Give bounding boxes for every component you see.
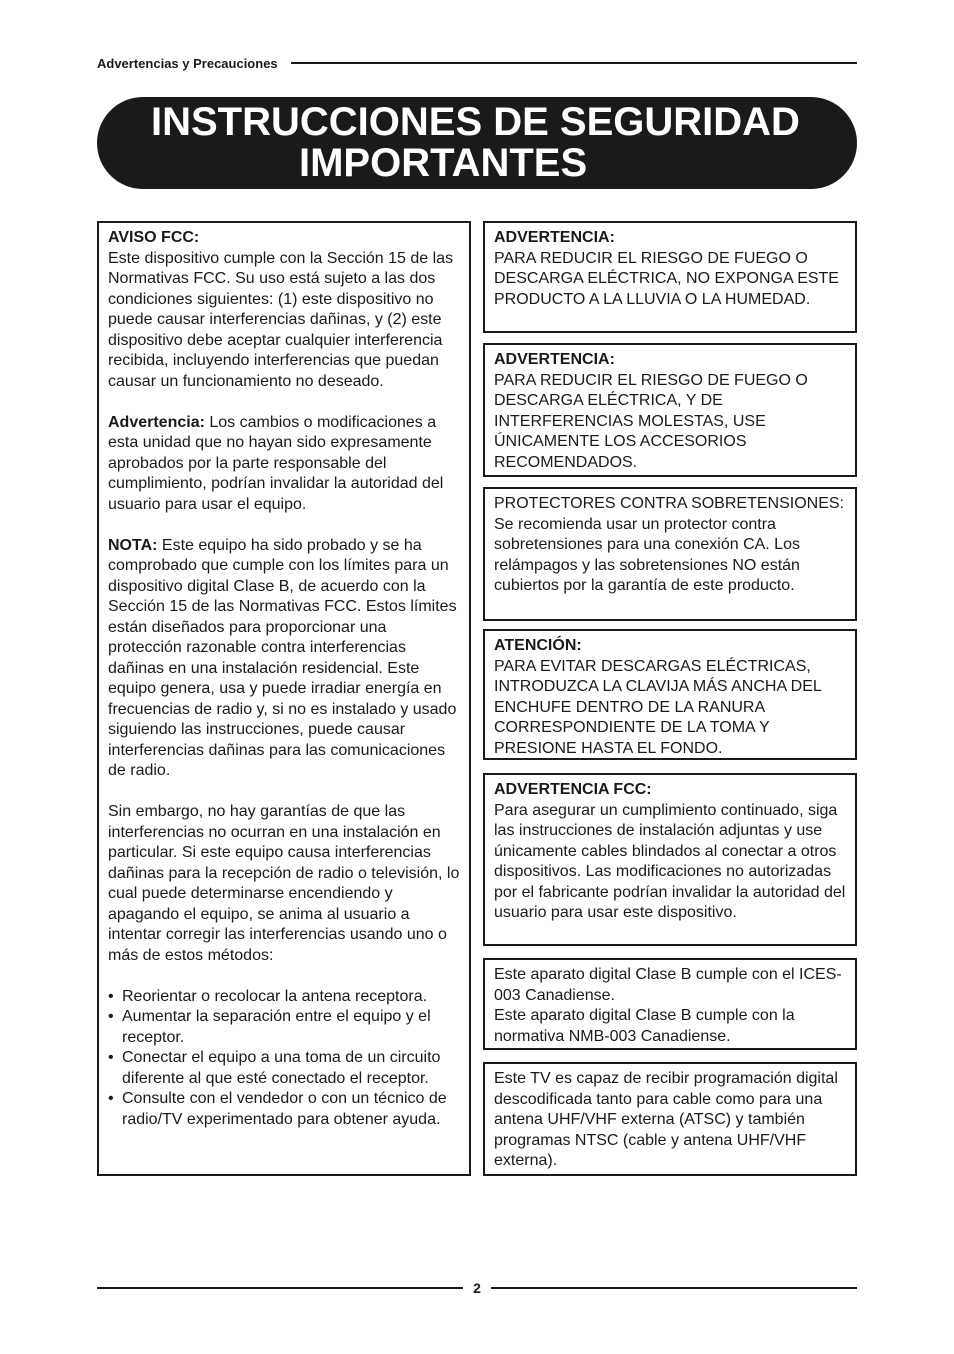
warning-text: Los cambios o modificaciones a esta unidad que no hayan sido expresamente aprobados por la parte responsable del cumplimiento, podrían invalidar la autoridad del usuario para usar el equipo.: [108, 413, 444, 513]
title-banner: [97, 97, 857, 189]
bullet-glyph: •: [108, 1090, 114, 1107]
box-text: PARA REDUCIR EL RIESGO DE FUEGO O DESCARGA ELÉCTRICA, Y DE INTERFERENCIAS MOLESTAS, USE ÚNICAMENTE LOS ACCESORIOS RECOMENDADOS.: [494, 371, 808, 471]
box-text-line-2: Este aparato digital Clase B cumple con la normativa NMB-003 Canadiense.: [494, 1007, 795, 1045]
page-footer: [97, 1278, 857, 1298]
box-text: Para asegurar un cumplimiento continuado, siga las instrucciones de instalación adjuntas y use únicamente cables blindados al conectar a otros dispositivos. Las modificaciones no autorizadas por el fabricante podrían invalidar la autoridad del usuario para usar este dispositivo.: [494, 801, 846, 921]
note-text: Este equipo ha sido probado y se ha comprobado que cumple con los límites para un dispositivo digital Clase B, de acuerdo con la Sección 15 de las Normativas FCC. Estos límites están diseñados para proporcionar una protección razonable contra interferencias dañinas en una instalación residencial. Este equipo genera, usa y puede irradiar energía en frecuencias de radio y, si no es instalado y usado siguiendo las instrucciones, puede causar interferencias dañinas para las comunicaciones de radio.: [108, 536, 457, 779]
tv-reception-box: [483, 1062, 857, 1176]
title-line-2: IMPORTANTES: [299, 141, 588, 185]
bullet-glyph: •: [108, 1049, 114, 1066]
note-paragraph: [108, 536, 464, 782]
title-line-1: INSTRUCCIONES DE SEGURIDAD: [151, 100, 800, 144]
bullet-glyph: •: [108, 987, 114, 1005]
box-heading: ATENCIÓN:: [494, 637, 582, 654]
surge-protector-box: [483, 487, 857, 621]
canada-compliance-box: [483, 958, 857, 1050]
warning-accessories-box: [483, 343, 857, 477]
list-item: • Aumentar la separación entre el equipo y el receptor.: [108, 1008, 431, 1046]
box-text: PARA EVITAR DESCARGAS ELÉCTRICAS, INTRODUZCA LA CLAVIJA MÁS ANCHA DEL ENCHUFE DENTRO DE LA RANURA CORRESPONDIENTE DE LA TOMA Y PRESIONE HASTA EL FONDO.: [494, 657, 822, 757]
box-heading: ADVERTENCIA:: [494, 351, 615, 368]
note-label: NOTA:: [108, 536, 158, 554]
footer-rule-left: [97, 1287, 463, 1289]
page-header: [97, 54, 857, 72]
box-heading: PROTECTORES CONTRA SOBRETENSIONES:: [494, 495, 844, 512]
warning-label: Advertencia:: [108, 413, 205, 431]
bullet-glyph: •: [108, 1008, 114, 1025]
box-heading: ADVERTENCIA:: [494, 229, 615, 246]
fcc-notice-box: [97, 221, 471, 1176]
methods-list: [108, 987, 464, 1131]
list-item: • Reorientar o recolocar la antena receptora.: [108, 987, 464, 1008]
list-item: • Conectar el equipo a una toma de un circuito diferente al que esté conectado el receptor.: [108, 1049, 441, 1087]
box-heading: ADVERTENCIA FCC:: [494, 781, 652, 798]
list-item: • Consulte con el vendedor o con un técnico de radio/TV experimentado para obtener ayuda.: [108, 1090, 447, 1128]
section-label: Advertencias y Precauciones: [97, 55, 278, 71]
warning-rain-box: [483, 221, 857, 333]
box-text-line-1: Este aparato digital Clase B cumple con el ICES-003 Canadiense.: [494, 966, 842, 1004]
warning-paragraph: [108, 413, 464, 516]
footer-rule-right: [491, 1287, 857, 1289]
however-paragraph: Sin embargo, no hay garantías de que las interferencias no ocurran en una instalación en particular. Si este equipo causa interferencias dañinas para la recepción de radio o televisión, lo cual puede determinarse encendiendo y apagando el equipo, se anima al usuario a intentar corregir las interferencias usando uno o más de estos métodos:: [108, 803, 460, 964]
page-number: 2: [473, 1280, 481, 1296]
box-text: PARA REDUCIR EL RIESGO DE FUEGO O DESCARGA ELÉCTRICA, NO EXPONGA ESTE PRODUCTO A LA LLUVIA O LA HUMEDAD.: [494, 249, 839, 308]
fcc-warning-box: [483, 773, 857, 946]
fcc-heading: AVISO FCC:: [108, 229, 200, 246]
attention-plug-box: [483, 629, 857, 760]
box-text: Se recomienda usar un protector contra sobretensiones para una conexión CA. Los relámpagos y las sobretensiones NO están cubiertos por la garantía de este producto.: [494, 515, 800, 594]
box-text: Este TV es capaz de recibir programación digital descodificada tanto para cable como para una antena UHF/VHF externa (ATSC) y también programas NTSC (cable y antena UHF/VHF externa).: [494, 1070, 838, 1169]
header-rule: [291, 62, 857, 64]
fcc-text: Este dispositivo cumple con la Sección 15 de las Normativas FCC. Su uso está sujeto a las dos condiciones siguientes: (1) este dispositivo no puede causar interferencias dañinas, y (2) este dispositivo debe aceptar cualquier interferencia recibida, incluyendo interferencias que puedan causar un funcionamiento no deseado.: [108, 249, 454, 390]
